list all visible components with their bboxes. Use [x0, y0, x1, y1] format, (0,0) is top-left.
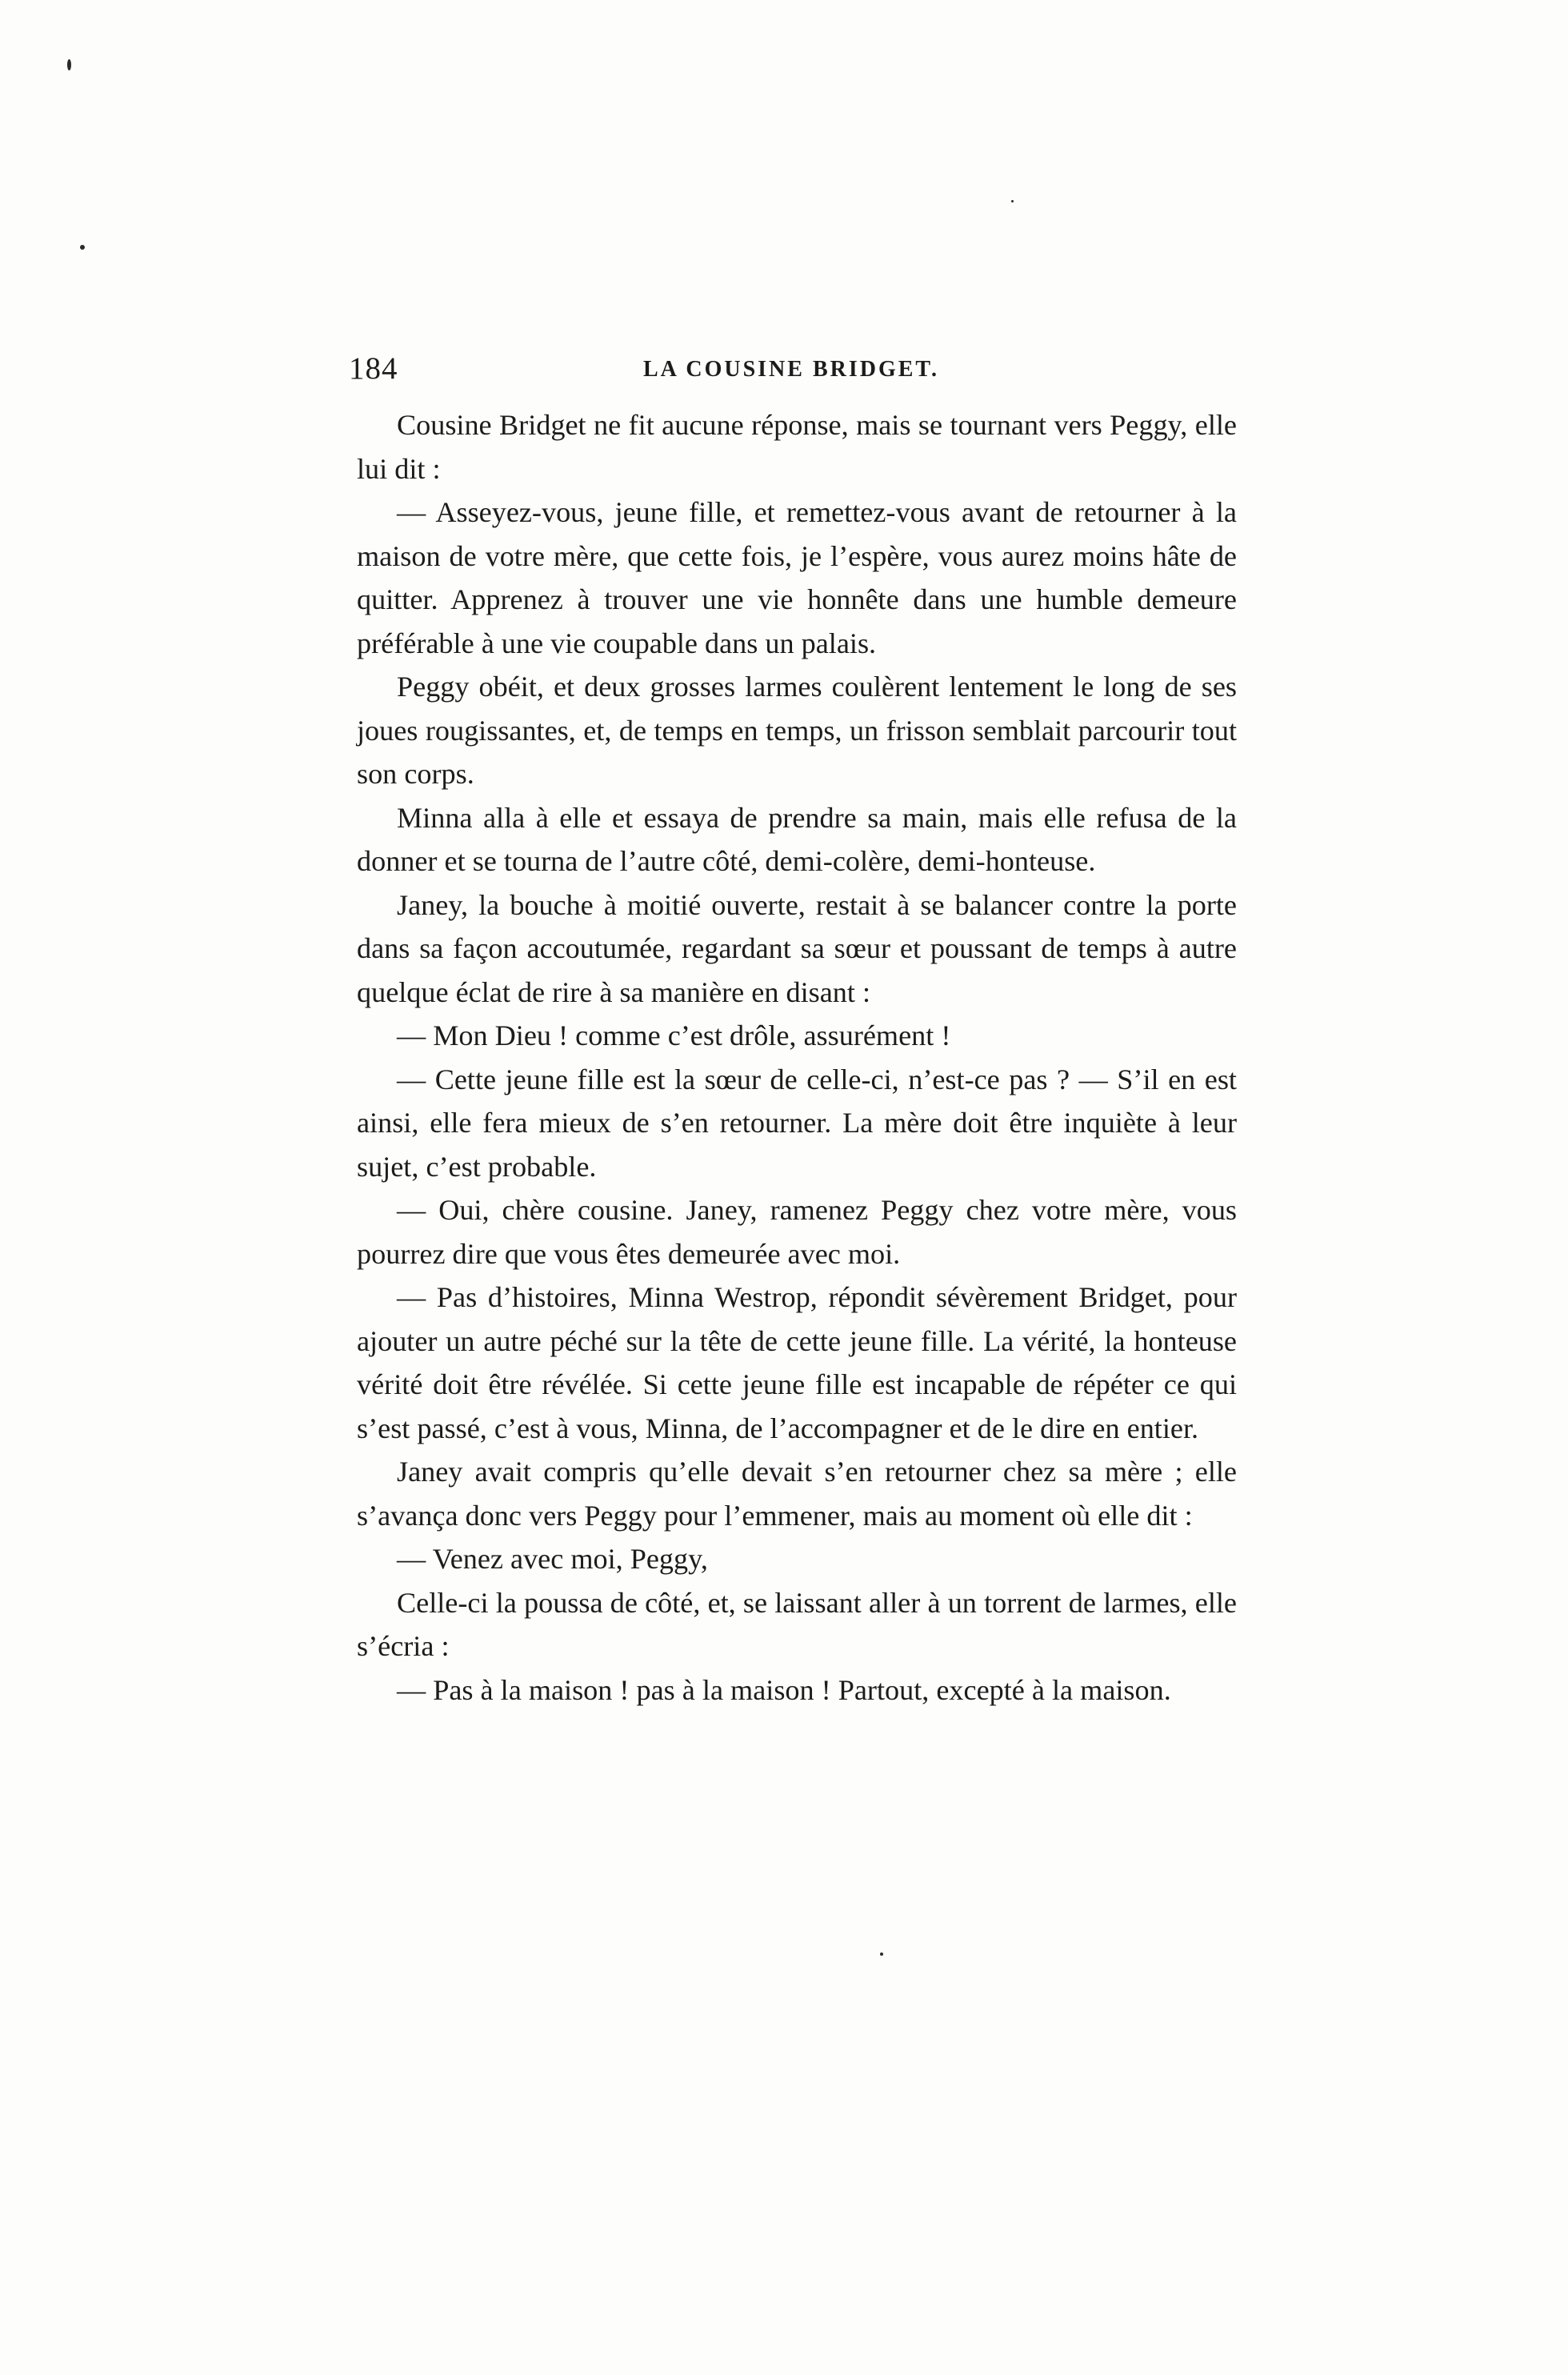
running-title: LA COUSINE BRIDGET. — [643, 357, 940, 382]
ink-speck — [67, 59, 71, 70]
ink-speck — [880, 1952, 883, 1956]
body-text — [357, 403, 1237, 1712]
page-number: 184 — [349, 351, 398, 386]
paragraph: — Mon Dieu ! comme c’est drôle, assurément ! — [397, 1019, 951, 1051]
ink-speck — [1011, 200, 1014, 202]
paragraph: — Oui, chère cousine. Janey, ramenez Peggy chez votre mère, vous pourrez dire que vous êtes demeurée avec moi. — [357, 1194, 1237, 1270]
paragraph: Minna alla à elle et essaya de prendre sa main, mais elle refusa de la donner et se tourna de l’autre côté, demi-colère, demi-honteuse. — [357, 801, 1237, 877]
paragraph: — Pas d’histoires, Minna Westrop, répondit sévèrement Bridget, pour ajouter un autre péché sur la tête de cette jeune fille. La vérité, la honteuse vérité doit être révélée. Si cette jeune fille est incapable de répéter ce qui s’est passé, c’est à vous, Minna, de l’accompagner et de le dire en entier. — [357, 1281, 1237, 1444]
paragraph: Peggy obéit, et deux grosses larmes coulèrent lentement le long de ses joues rougissantes, et, de temps en temps, un frisson semblait parcourir tout son corps. — [357, 671, 1237, 790]
running-header — [349, 349, 1237, 389]
paragraph: — Pas à la maison ! pas à la maison ! Partout, excepté à la maison. — [397, 1673, 1171, 1706]
ink-speck — [80, 245, 85, 250]
paragraph: — Venez avec moi, Peggy, — [397, 1543, 708, 1575]
paragraph: Celle-ci la poussa de côté, et, se laissant aller à un torrent de larmes, elle s’écria : — [357, 1586, 1237, 1662]
paragraph: — Cette jeune fille est la sœur de celle-ci, n’est-ce pas ? — S’il en est ainsi, elle fera mieux de s’en retourner. La mère doit être inquiète à leur sujet, c’est probable. — [357, 1063, 1237, 1183]
paragraph: Cousine Bridget ne fit aucune réponse, mais se tournant vers Peggy, elle lui dit : — [357, 409, 1237, 485]
paragraph: Janey avait compris qu’elle devait s’en retourner chez sa mère ; elle s’avança donc vers Peggy pour l’emmener, mais au moment où elle dit : — [357, 1456, 1237, 1532]
paragraph: Janey, la bouche à moitié ouverte, restait à se balancer contre la porte dans sa façon accoutumée, regardant sa sœur et poussant de temps à autre quelque éclat de rire à sa manière en disant : — [357, 888, 1237, 1008]
paragraph: — Asseyez-vous, jeune fille, et remettez-vous avant de retourner à la maison de votre mère, que cette fois, je l’espère, vous aurez moins hâte de quitter. Apprenez à trouver une vie honnête dans une humble demeure préférable à une vie coupable dans un palais. — [357, 496, 1237, 659]
